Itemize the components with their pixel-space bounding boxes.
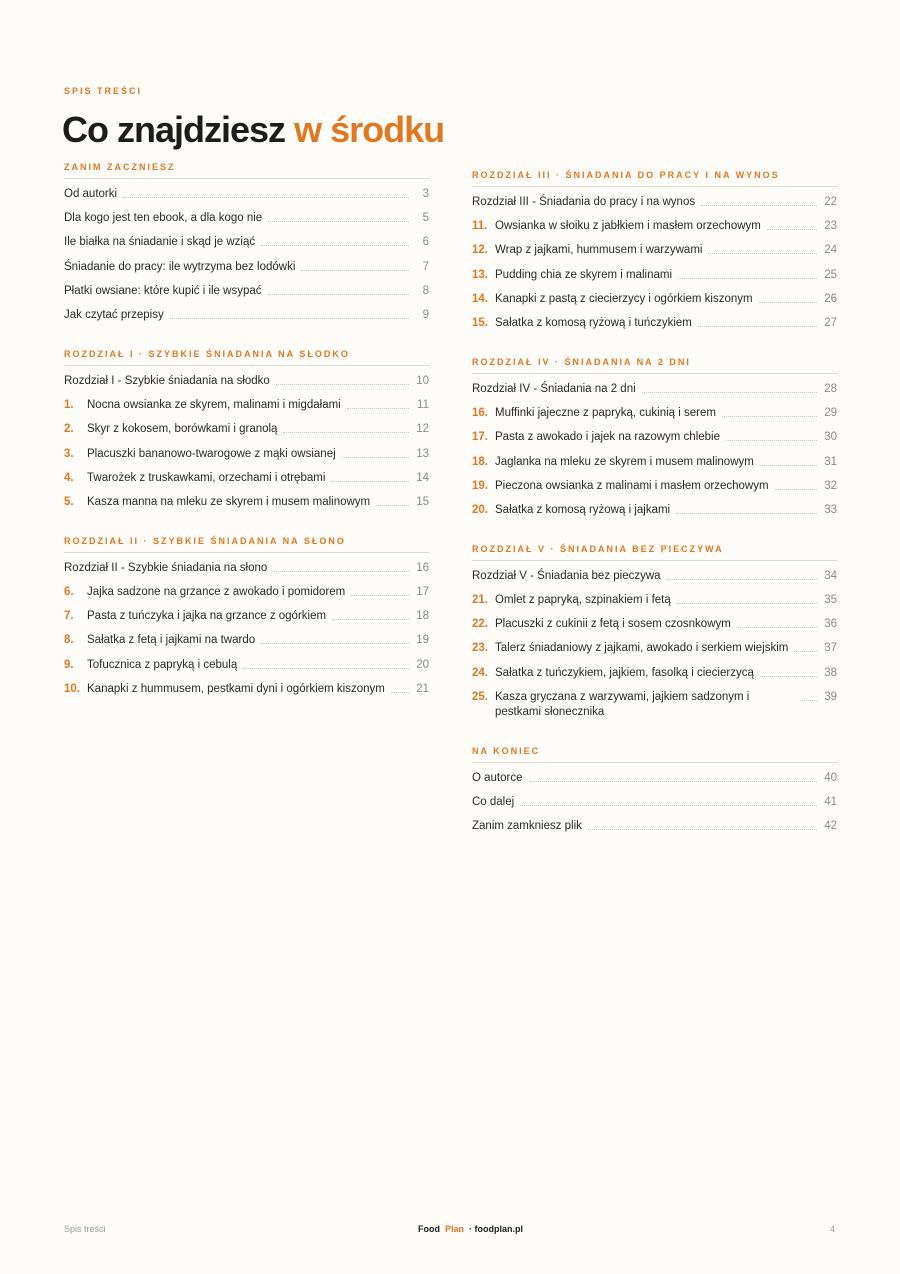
entry-number: 8. [64,634,74,647]
entry-page-number: 11 [417,399,429,412]
toc-entry[interactable] [64,561,429,576]
entry-page-number: 9 [422,308,429,321]
dot-leader [283,432,409,433]
dot-leader [726,440,817,441]
entry-title: Kasza manna na mleku ze skyrem i musem malinowym [87,495,371,508]
page-title-main: Co znajdziesz [62,109,286,150]
dot-leader [332,619,409,620]
dot-leader [268,294,410,295]
toc-entry[interactable] [64,682,429,697]
toc-entry[interactable] [472,569,837,584]
entry-page-number: 33 [824,503,837,516]
entry-title: Dla kogo jest ten ebook, a dla kogo nie [64,212,263,225]
dot-leader [342,457,409,458]
entry-title: Sałatka z fetą i jajkami na twardo [87,634,256,647]
dot-leader [642,392,817,393]
section-heading: ROZDZIAŁ IV · ŚNIADANIA NA 2 DNI [472,351,837,374]
entry-number: 16. [472,407,488,420]
entry-page-number: 36 [824,618,837,631]
toc-entry[interactable] [472,243,837,258]
entry-page-number: 40 [824,771,837,784]
toc-entry[interactable] [64,235,429,250]
footer-brand [418,1224,523,1234]
dot-leader [268,221,409,222]
entry-number: 18. [472,455,488,468]
dot-leader [273,571,409,572]
page-kicker: SPIS TREŚCI [64,86,143,96]
toc-entry[interactable] [64,609,429,624]
dot-leader [759,302,817,303]
dot-leader [760,465,817,466]
entry-page-number: 24 [824,244,837,257]
entry-page-number: 15 [416,495,429,508]
entry-page-number: 23 [824,220,837,233]
dot-leader [351,595,409,596]
entry-page-number: 28 [824,382,837,395]
dot-leader [347,408,409,409]
entry-title: Nocna owsianka ze skyrem, malinami i migdałami [87,399,341,412]
entry-number: 25. [472,690,488,703]
toc-section [472,164,837,331]
dot-leader [801,700,817,701]
dot-leader [170,318,409,319]
toc-section [472,351,837,518]
entry-number: 20. [472,503,488,516]
entry-title: Pudding chia ze skyrem i malinami [495,268,673,281]
entry-title: Twarożek z truskawkami, orzechami i otrębami [87,471,326,484]
entry-page-number: 13 [416,447,429,460]
entry-number: 1. [64,399,74,412]
toc-entry[interactable] [64,308,429,323]
toc-entry[interactable] [64,374,429,389]
toc-entry[interactable] [472,268,837,283]
entry-number: 17. [472,431,488,444]
dot-leader [677,603,817,604]
toc-right-column [472,164,837,854]
section-heading: ROZDZIAŁ V · ŚNIADANIA BEZ PIECZYWA [472,538,837,561]
entry-page-number: 8 [422,284,429,297]
toc-left-column [64,156,429,717]
entry-number: 4. [64,471,74,484]
dot-leader [722,416,817,417]
toc-entry[interactable] [472,292,837,307]
entry-page-number: 5 [422,212,429,225]
toc-entry[interactable] [472,195,837,210]
dot-leader [529,781,818,782]
entry-title: Skyr z kokosem, borówkami i granolą [87,423,278,436]
entry-title: Placuszki bananowo-twarogowe z mąki owsianej [87,447,336,460]
dot-leader [588,829,817,830]
entry-page-number: 29 [824,407,837,420]
dot-leader [261,245,409,246]
entry-title: Jajka sadzone na grzance z awokado i pomidorem [87,586,346,599]
toc-entry[interactable] [472,690,837,720]
entry-number: 5. [64,495,74,508]
toc-entry[interactable] [472,795,837,810]
entry-title: Pasta z tuńczyka i jajka na grzance z ogórkiem [87,610,327,623]
toc-section [472,538,837,720]
entry-number: 9. [64,658,74,671]
entry-page-number: 30 [824,431,837,444]
entry-number: 24. [472,666,488,679]
dot-leader [701,205,817,206]
entry-title: Omlet z papryką, szpinakiem i fetą [495,594,671,607]
entry-page-number: 32 [824,479,837,492]
toc-entry[interactable] [64,471,429,486]
entry-title: Pieczona owsianka z malinami i masłem orzechowym [495,479,769,492]
entry-number: 21. [472,594,488,607]
entry-number: 14. [472,292,488,305]
dot-leader [243,668,409,669]
entry-title: Sałatka z tuńczykiem, jajkiem, fasolką i ciecierzycą [495,666,754,679]
entry-title: Rozdział IV - Śniadania na 2 dni [472,382,636,395]
toc-entry[interactable] [64,260,429,275]
toc-entry[interactable] [472,455,837,470]
dot-leader [667,579,817,580]
entry-number: 11. [472,220,488,233]
dot-leader [708,253,817,254]
dot-leader [767,229,817,230]
dot-leader [775,489,817,490]
toc-section [64,530,429,697]
toc-entry[interactable] [472,617,837,632]
section-heading: ZANIM ZACZNIESZ [64,156,429,179]
footer-site-link[interactable]: · foodplan.pl [469,1224,524,1234]
toc-entry[interactable] [472,819,837,834]
toc-entry[interactable] [472,219,837,234]
toc-entry[interactable] [472,593,837,608]
entry-page-number: 37 [824,642,837,655]
entry-number: 23. [472,642,488,655]
entry-title: Owsianka w słoiku z jabłkiem i masłem orzechowym [495,220,761,233]
entry-number: 22. [472,618,488,631]
entry-number: 15. [472,316,488,329]
toc-entry[interactable] [472,503,837,518]
toc-section [472,740,837,834]
entry-page-number: 42 [824,820,837,833]
entry-page-number: 19 [416,634,429,647]
entry-title: Talerz śniadaniowy z jajkami, awokado i serkiem wiejskim [495,642,789,655]
toc-entry[interactable] [472,382,837,397]
entry-title: Muffinki jajeczne z papryką, cukinią i serem [495,407,716,420]
footer-brand-plan: Plan [445,1224,465,1234]
entry-title: Co dalej [472,796,515,808]
entry-number: 3. [64,447,74,460]
dot-leader [794,651,817,652]
page-title [62,106,444,154]
entry-title: Kanapki z pastą z ciecierzycy i ogórkiem kiszonym [495,292,753,305]
entry-number: 6. [64,586,74,599]
entry-page-number: 39 [824,690,837,703]
dot-leader [123,197,409,198]
toc-section [64,156,429,323]
toc-entry[interactable] [64,422,429,437]
entry-title: Od autorki [64,188,118,200]
entry-page-number: 3 [422,188,429,200]
page-footer [64,1224,835,1238]
toc-entry[interactable] [472,406,837,421]
entry-page-number: 14 [416,471,429,484]
entry-page-number: 16 [416,561,429,574]
entry-title: Sałatka z komosą ryżową i tuńczykiem [495,316,692,329]
toc-entry[interactable] [472,666,837,681]
entry-title: Zanim zamkniesz plik [472,820,582,833]
entry-title: Ile białka na śniadanie i skąd je wziąć [64,236,256,249]
footer-brand-food: Food [418,1224,440,1234]
entry-page-number: 6 [422,236,429,249]
entry-page-number: 34 [824,569,837,582]
toc-entry[interactable] [64,284,429,299]
dot-leader [276,384,409,385]
dot-leader [376,505,409,506]
dot-leader [261,643,409,644]
entry-page-number: 12 [416,423,429,436]
entry-title: Płatki owsiane: które kupić i ile wsypać [64,284,262,297]
dot-leader [331,481,409,482]
entry-page-number: 38 [824,666,837,679]
entry-page-number: 10 [416,374,429,387]
entry-title: Rozdział II - Szybkie śniadania na słono [64,561,268,574]
entry-number: 7. [64,610,74,623]
entry-page-number: 22 [824,196,837,208]
entry-number: 13. [472,268,488,281]
entry-title: Rozdział V - Śniadania bez pieczywa [472,569,661,582]
toc-entry[interactable] [64,495,429,510]
toc-entry[interactable] [472,641,837,656]
entry-title: Śniadanie do pracy: ile wytrzyma bez lodówki [64,260,296,273]
toc-entry[interactable] [472,771,837,786]
dot-leader [520,805,817,806]
dot-leader [760,676,817,677]
entry-page-number: 18 [416,610,429,623]
entry-page-number: 17 [416,586,429,599]
entry-title: Jak czytać przepisy [64,308,164,321]
toc-entry[interactable] [64,658,429,673]
toc-entry[interactable] [64,585,429,600]
entry-number: 10. [64,682,80,695]
section-heading: ROZDZIAŁ I · SZYBKIE ŚNIADANIA NA SŁODKO [64,343,429,366]
entry-title: Rozdział III - Śniadania do pracy i na wynos [472,196,696,208]
dot-leader [698,326,817,327]
toc-entry[interactable] [64,447,429,462]
entry-page-number: 26 [824,292,837,305]
toc-entry[interactable] [472,430,837,445]
dot-leader [391,692,409,693]
entry-number: 19. [472,479,488,492]
entry-page-number: 41 [824,796,837,808]
entry-title: Tofucznica z papryką i cebulą [87,658,238,671]
entry-page-number: 35 [824,594,837,607]
page-title-accent: w środku [294,109,445,150]
entry-title: Kasza gryczana z warzywami, jajkiem sadzonym i pestkami słonecznika [495,690,750,718]
entry-page-number: 21 [416,682,429,695]
entry-page-number: 31 [824,455,837,468]
toc-entry[interactable] [64,187,429,202]
dot-leader [678,278,817,279]
toc-entry[interactable] [64,211,429,226]
footer-section-label: Spis treści [64,1224,106,1234]
toc-entry[interactable] [472,479,837,494]
dot-leader [301,270,409,271]
toc-section [64,343,429,510]
dot-leader [737,627,817,628]
dot-leader [676,513,817,514]
entry-number: 12. [472,244,488,257]
section-heading: ROZDZIAŁ II · SZYBKIE ŚNIADANIA NA SŁONO [64,530,429,553]
entry-page-number: 25 [824,268,837,281]
toc-entry[interactable] [472,316,837,331]
toc-entry[interactable] [64,633,429,648]
toc-entry[interactable] [64,398,429,413]
entry-title: Pasta z awokado i jajek na razowym chlebie [495,431,721,444]
entry-title: Sałatka z komosą ryżową i jajkami [495,503,671,516]
entry-title: Placuszki z cukinii z fetą i sosem czosnkowym [495,618,731,631]
entry-title: O autorce [472,771,523,784]
entry-title: Wrap z jajkami, hummusem i warzywami [495,244,703,257]
entry-number: 2. [64,423,74,436]
entry-title: Rozdział I - Szybkie śniadania na słodko [64,374,270,387]
entry-page-number: 20 [416,658,429,671]
entry-title: Kanapki z hummusem, pestkami dyni i ogórkiem kiszonym [87,682,385,695]
section-heading: NA KONIEC [472,740,837,763]
entry-title: Jaglanka na mleku ze skyrem i musem malinowym [495,455,754,468]
footer-page-number: 4 [829,1224,835,1234]
entry-page-number: 27 [824,316,837,329]
entry-page-number: 7 [422,260,429,273]
section-heading: ROZDZIAŁ III · ŚNIADANIA DO PRACY I NA WYNOS [472,164,837,187]
